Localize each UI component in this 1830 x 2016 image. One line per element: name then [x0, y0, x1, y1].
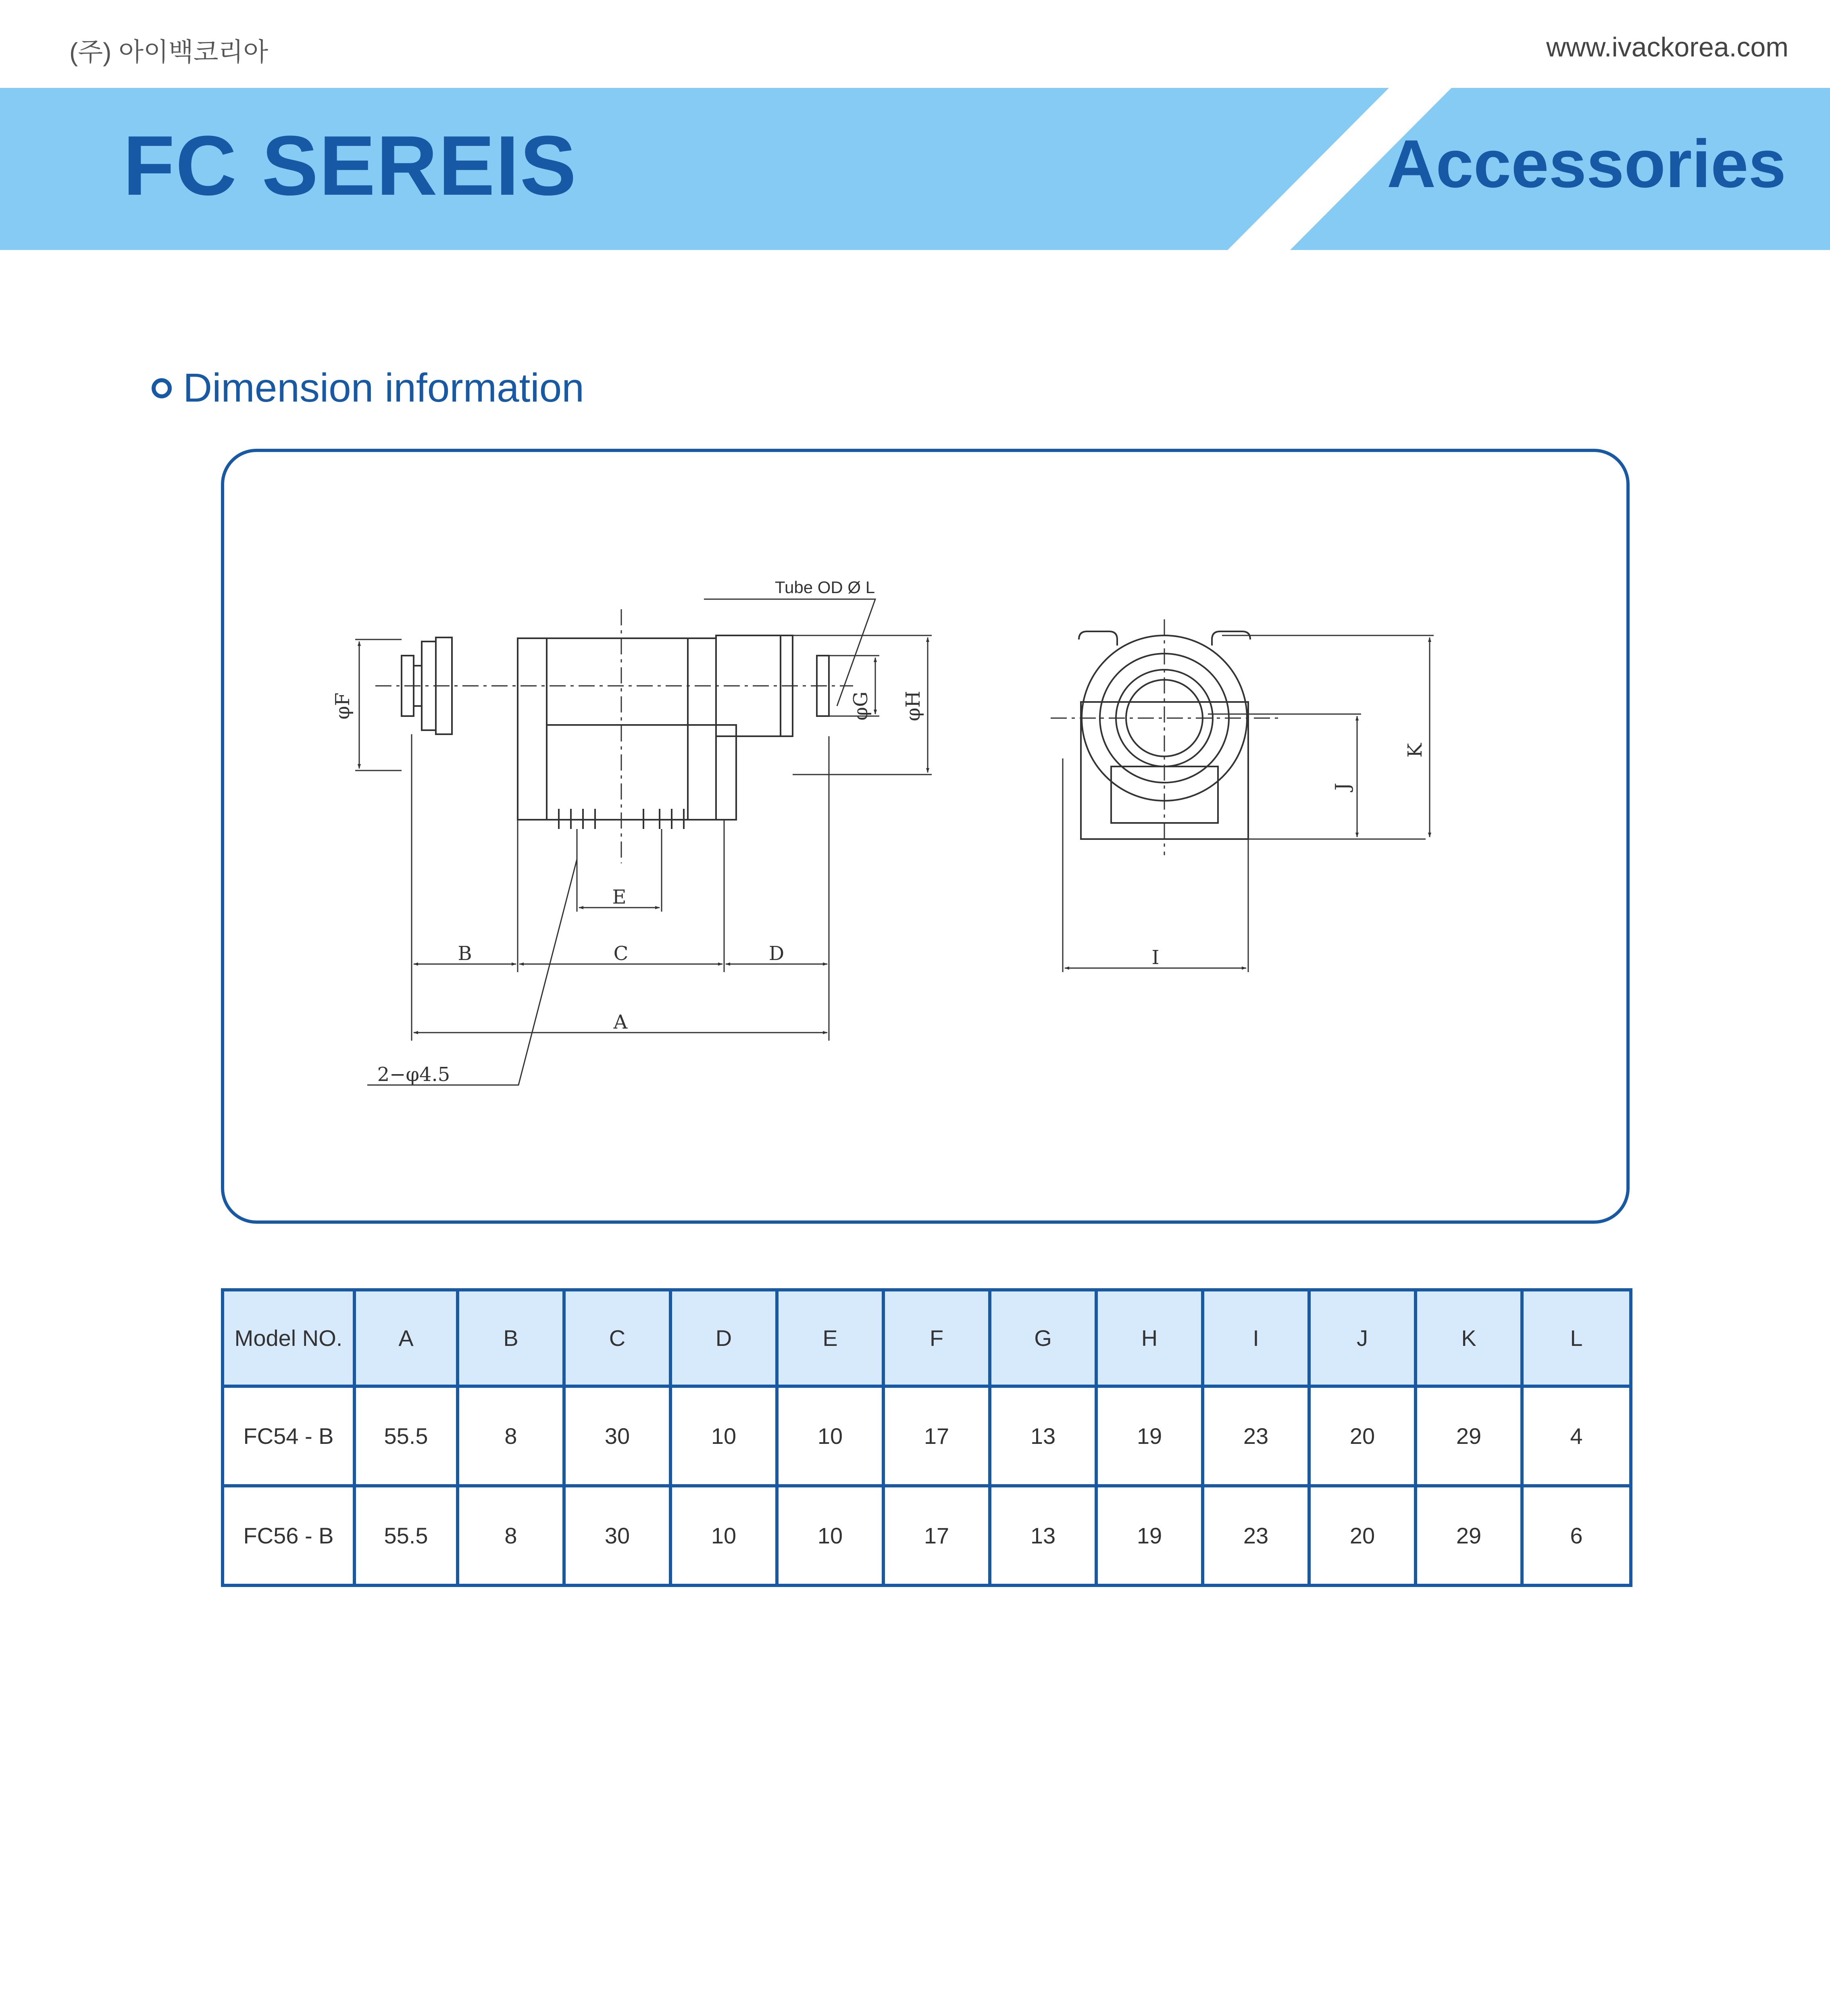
table-cell: 55.5 [354, 1386, 458, 1486]
label-phi-h: φH [902, 691, 924, 721]
front-view [1051, 619, 1434, 972]
table-cell: 10 [670, 1386, 777, 1486]
table-header-cell: K [1416, 1290, 1522, 1386]
table-cell: 19 [1096, 1386, 1203, 1486]
table-cell: 17 [883, 1386, 990, 1486]
table-cell: 8 [458, 1386, 564, 1486]
table-cell: 10 [777, 1386, 883, 1486]
table-header-cell: C [564, 1290, 670, 1386]
circle-bullet-icon [152, 378, 172, 398]
dimension-table [221, 1288, 1632, 1587]
technical-drawing [224, 452, 1633, 1227]
table-header-cell: L [1522, 1290, 1631, 1386]
table-cell: 4 [1522, 1386, 1631, 1486]
table-header-cell: H [1096, 1290, 1203, 1386]
label-k: K [1404, 743, 1426, 758]
table-header-cell: Model NO. [223, 1290, 354, 1386]
table-cell: 8 [458, 1486, 564, 1585]
table-cell: 17 [883, 1486, 990, 1585]
section-heading [152, 365, 584, 411]
table-cell: 10 [670, 1486, 777, 1585]
table-header-cell: B [458, 1290, 564, 1386]
table-cell: 29 [1416, 1486, 1522, 1585]
label-phi-g: φG [849, 691, 872, 721]
table-cell: 13 [990, 1486, 1096, 1585]
label-c: C [613, 942, 629, 965]
label-phi-f: φF [331, 692, 354, 720]
dimension-drawing [221, 449, 1630, 1224]
table-cell: FC56 - B [223, 1486, 354, 1585]
label-j: J [1331, 783, 1354, 791]
table-header-cell: J [1309, 1290, 1416, 1386]
table-cell: 23 [1203, 1486, 1309, 1585]
table-cell: 19 [1096, 1486, 1203, 1585]
table-header-cell: F [883, 1290, 990, 1386]
label-d: D [768, 942, 785, 965]
table-row [223, 1486, 1631, 1585]
table-header-cell: I [1203, 1290, 1309, 1386]
table-cell: 10 [777, 1486, 883, 1585]
table-cell: 29 [1416, 1386, 1522, 1486]
label-holes: 2−φ4.5 [377, 1063, 450, 1086]
table-cell: 55.5 [354, 1486, 458, 1585]
table-cell: 13 [990, 1386, 1096, 1486]
label-i: I [1151, 946, 1160, 969]
table-cell: 23 [1203, 1386, 1309, 1486]
website-url[interactable]: www.ivackorea.com [1546, 32, 1788, 62]
side-view [355, 599, 932, 1085]
series-title: FC SEREIS [123, 118, 577, 213]
table-header-cell: E [777, 1290, 883, 1386]
table-header-cell: A [354, 1290, 458, 1386]
label-tube-od: Tube OD Ø L [774, 578, 875, 597]
category-title: Accessories [1387, 126, 1786, 202]
table-row [223, 1386, 1631, 1486]
label-b: B [458, 942, 472, 965]
table-cell: 20 [1309, 1486, 1416, 1585]
table-header-cell: D [670, 1290, 777, 1386]
label-a: A [613, 1011, 628, 1033]
company-name: (주) 아이백코리아 [69, 37, 269, 67]
section-title: Dimension information [183, 365, 584, 410]
table-header-cell: G [990, 1290, 1096, 1386]
table-cell: 6 [1522, 1486, 1631, 1585]
table-cell: 20 [1309, 1386, 1416, 1486]
table-cell: 30 [564, 1486, 670, 1585]
table-cell: FC54 - B [223, 1386, 354, 1486]
label-e: E [612, 886, 627, 908]
table-header-row [223, 1290, 1631, 1386]
table-cell: 30 [564, 1386, 670, 1486]
